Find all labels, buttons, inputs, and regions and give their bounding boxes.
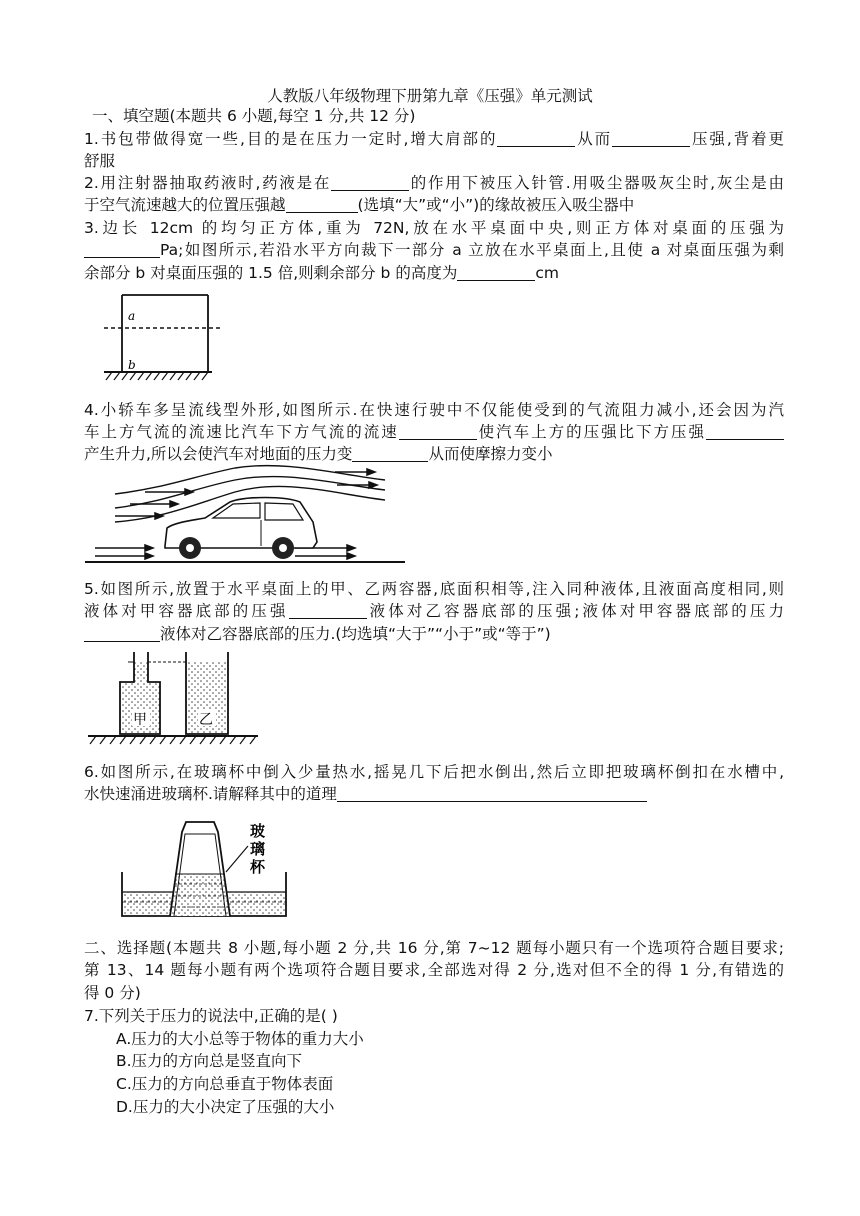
section-2-line-1: 二、选择题(本题共 8 小题,每小题 2 分,共 16 分,第 7~12 题每小题只有一个选项符合题目要求; — [84, 939, 784, 957]
label-glass-3: 杯 — [250, 858, 266, 876]
answer-blank — [457, 264, 535, 281]
question-2-text-d: (选填“大”或“小”)的缘故被压入吸尘器中 — [357, 196, 635, 214]
question-1-text-b: 从而 — [575, 130, 613, 148]
question-1-line-2: 舒服 — [84, 152, 116, 170]
label-jia: 甲 — [133, 712, 147, 728]
answer-blank — [337, 785, 647, 802]
question-4-text-d: 从而使摩擦力变小 — [428, 445, 553, 463]
question-3-text-d: cm — [535, 264, 559, 282]
question-7-option-c: C.压力的方向总垂直于物体表面 — [116, 1075, 334, 1093]
answer-blank — [84, 241, 160, 258]
question-2-text-b: 的作用下被压入针管.用吸尘器吸灰尘时,灰尘是由 — [409, 174, 785, 192]
label-a: a — [128, 309, 136, 323]
question-6-text-b: 水快速涌进玻璃杯.请解释其中的道理 — [84, 785, 337, 803]
question-5-line-3 — [84, 623, 784, 645]
answer-blank — [399, 423, 477, 440]
question-6-line-1: 6.如图所示,在玻璃杯中倒入少量热水,摇晃几下后把水倒出,然后立即把玻璃杯倒扣在水槽中, — [84, 763, 784, 781]
question-3-line-3 — [84, 262, 784, 284]
section-2-line-2: 第 13、14 题每小题有两个选项符合题目要求,全部选对得 2 分,选对但不全的得 1 分,有错选的 — [84, 961, 784, 979]
answer-blank — [331, 174, 409, 191]
question-4-text-c: 产生升力,所以会使汽车对地面的压力变 — [84, 445, 353, 463]
label-b: b — [128, 358, 136, 372]
question-4-line-2 — [84, 421, 784, 443]
question-3-text-b: Pa;如图所示,若沿水平方向裁下一部分 a 立放在水平桌面上,且使 a 对桌面压强为剩 — [160, 241, 784, 259]
question-4-text-b: 使汽车上方的压强比下方压强 — [476, 423, 706, 441]
question-3-line-1: 3.边长 12cm 的均匀正方体,重为 72N,放在水平桌面中央,则正方体对桌面的压强为 — [84, 219, 784, 237]
label-yi: 乙 — [199, 712, 213, 728]
question-7-option-a: A.压力的大小总等于物体的重力大小 — [116, 1030, 364, 1048]
question-2-line-1 — [84, 172, 784, 194]
question-5-line-2 — [84, 600, 784, 622]
question-5-text-b: 液体对乙容器底部的压强;液体对甲容器底部的压力 — [366, 602, 784, 620]
answer-blank — [286, 196, 358, 213]
answer-blank — [289, 602, 367, 619]
question-4-line-1: 4.小轿车多呈流线型外形,如图所示.在快速行驶中不仅能使受到的气流阻力减小,还会因为汽 — [84, 401, 784, 419]
question-3-text-c: 余部分 b 对桌面压强的 1.5 倍,则剩余部分 b 的高度为 — [84, 264, 458, 282]
question-4-text-a: 车上方气流的流速比汽车下方气流的流速 — [84, 423, 399, 441]
section-1-heading: 一、填空题(本题共 6 小题,每空 1 分,共 12 分) — [92, 107, 416, 125]
question-6-line-2 — [84, 783, 784, 805]
answer-blank — [497, 130, 575, 147]
question-5-line-1: 5.如图所示,放置于水平桌面上的甲、乙两容器,底面积相等,注入同种液体,且液面高度相同,则 — [84, 580, 784, 598]
question-7-option-b: B.压力的方向总是竖直向下 — [116, 1052, 303, 1070]
question-3-line-2 — [84, 239, 784, 261]
answer-blank — [706, 423, 784, 440]
question-5-text-a: 液体对甲容器底部的压强 — [84, 602, 289, 620]
cube-figure — [100, 290, 220, 386]
question-1-text-c: 压强,背着更 — [690, 130, 784, 148]
question-4-line-3 — [84, 443, 784, 465]
containers-figure — [88, 652, 268, 750]
section-2-line-3: 得 0 分) — [84, 984, 141, 1002]
question-7-option-d: D.压力的大小决定了压强的大小 — [116, 1098, 335, 1116]
answer-blank — [84, 625, 160, 642]
answer-blank — [612, 130, 690, 147]
answer-blank — [352, 445, 428, 462]
question-2-text-a: 2.用注射器抽取药液时,药液是在 — [84, 174, 332, 192]
question-1-text-a: 1.书包带做得宽一些,目的是在压力一定时,增大肩部的 — [84, 130, 498, 148]
label-glass-1: 玻 — [250, 822, 266, 840]
question-7-stem: 7.下列关于压力的说法中,正确的是( ) — [84, 1007, 338, 1025]
question-2-text-c: 于空气流速越大的位置压强越 — [84, 196, 286, 214]
label-glass-2: 璃 — [250, 840, 266, 858]
question-2-line-2 — [84, 194, 784, 216]
car-airflow-figure — [85, 470, 405, 568]
question-1-line-1 — [84, 128, 784, 150]
glass-trough-figure — [120, 812, 300, 927]
page-title: 人教版八年级物理下册第九章《压强》单元测试 — [267, 87, 593, 105]
question-5-text-c: 液体对乙容器底部的压力.(均选填“大于”“小于”或“等于”) — [160, 625, 551, 643]
